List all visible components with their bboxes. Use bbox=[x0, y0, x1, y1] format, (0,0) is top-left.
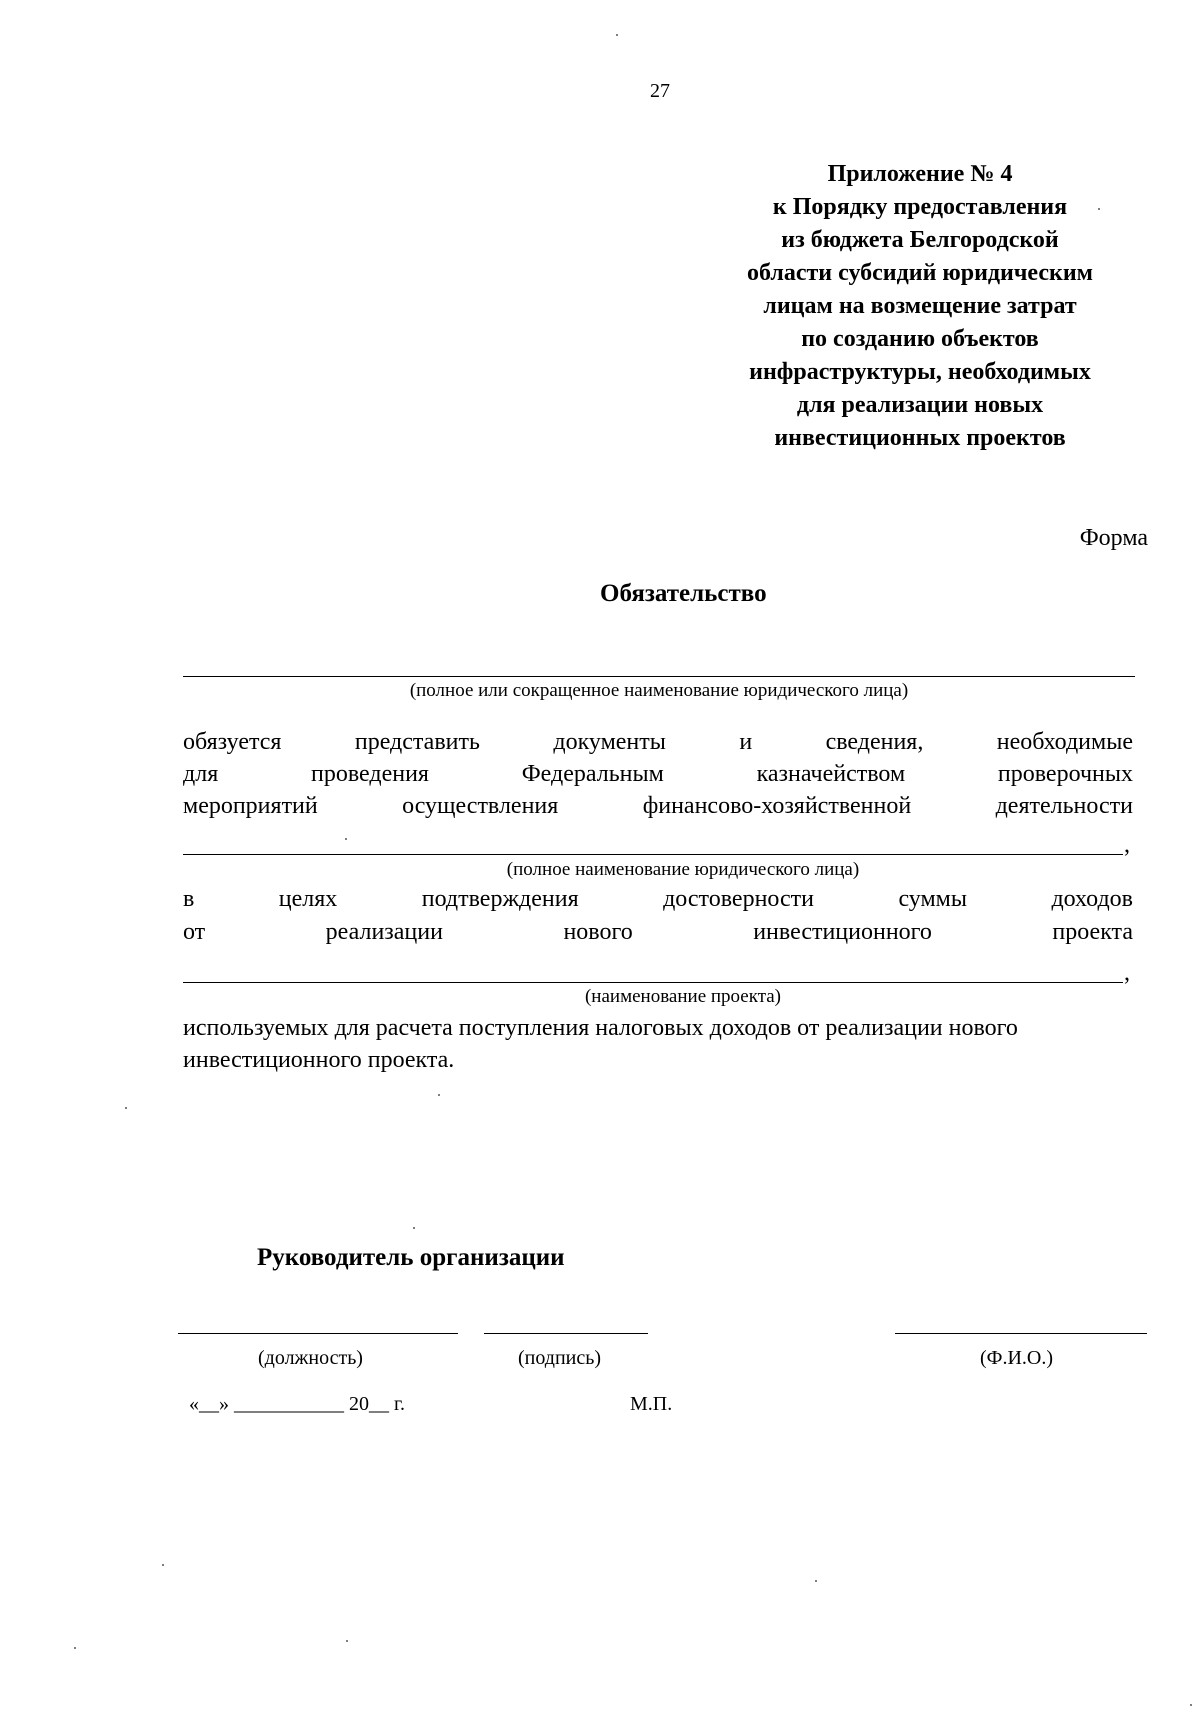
page-number: 27 bbox=[650, 80, 670, 102]
body-line-3 bbox=[183, 793, 1133, 820]
body-word: реализации bbox=[325, 919, 443, 945]
body-line-2 bbox=[183, 761, 1133, 788]
body-word: проведения bbox=[310, 761, 429, 787]
appendix-header bbox=[690, 158, 1150, 455]
full-entity-name-caption: (полное наименование юридического лица) bbox=[506, 859, 860, 880]
body-tail-paragraph: используемых для расчета поступления налоговых доходов от реализации нового инвестиционного проекта. bbox=[183, 1015, 1018, 1073]
head-of-organization-title: Руководитель организации bbox=[257, 1244, 565, 1271]
scan-speck bbox=[1098, 208, 1100, 210]
appendix-line: для реализации новых bbox=[796, 392, 1044, 418]
body-word: финансово-хозяйственной bbox=[642, 793, 912, 819]
scan-speck bbox=[345, 838, 347, 840]
entity-name-blank-line bbox=[183, 676, 1135, 677]
body-word: доходов bbox=[1051, 886, 1133, 912]
entity-name-caption: (полное или сокращенное наименование юридического лица) bbox=[409, 680, 909, 701]
document-title: Обязательство bbox=[600, 580, 767, 607]
body-word: для bbox=[183, 761, 219, 787]
scan-speck bbox=[125, 1107, 127, 1109]
body-word: проекта bbox=[1052, 919, 1133, 945]
scan-speck bbox=[1190, 1704, 1192, 1706]
position-blank-line bbox=[178, 1333, 458, 1334]
body-word: суммы bbox=[898, 886, 967, 912]
body-word: от bbox=[183, 919, 206, 945]
blank-line-comma: , bbox=[1124, 832, 1130, 858]
appendix-line: из бюджета Белгородской bbox=[781, 227, 1059, 253]
scan-speck bbox=[815, 1580, 817, 1582]
body-line-1 bbox=[183, 729, 1133, 756]
appendix-line: инвестиционных проектов bbox=[774, 425, 1066, 451]
scan-speck bbox=[162, 1564, 164, 1566]
body-word: документы bbox=[553, 729, 666, 755]
appendix-line: инфраструктуры, необходимых bbox=[749, 359, 1091, 385]
body-line-5 bbox=[183, 919, 1133, 946]
full-entity-name-blank-line bbox=[183, 854, 1123, 855]
body-word: представить bbox=[354, 729, 480, 755]
body-word: необходимые bbox=[996, 729, 1133, 755]
signature-caption: (подпись) bbox=[518, 1347, 602, 1369]
appendix-line: лицам на возмещение затрат bbox=[763, 293, 1077, 319]
body-word: обязуется bbox=[183, 729, 282, 755]
body-word: проверочных bbox=[997, 761, 1133, 787]
scan-speck bbox=[413, 1227, 415, 1229]
appendix-line: области субсидий юридическим bbox=[746, 260, 1094, 286]
body-word: осуществления bbox=[402, 793, 559, 819]
stamp-placeholder: М.П. bbox=[630, 1393, 673, 1415]
blank-line-comma: , bbox=[1124, 960, 1130, 986]
body-word: нового bbox=[563, 919, 633, 945]
scan-speck bbox=[438, 1094, 440, 1096]
body-word: Федеральным bbox=[521, 761, 664, 787]
appendix-line: Приложение № 4 bbox=[827, 161, 1013, 187]
project-name-blank-line bbox=[183, 982, 1123, 983]
position-caption: (должность) bbox=[258, 1347, 363, 1369]
body-word: казначейством bbox=[756, 761, 906, 787]
body-word: и bbox=[739, 729, 753, 755]
project-name-caption: (наименование проекта) bbox=[584, 986, 781, 1007]
body-word: инвестиционного bbox=[753, 919, 932, 945]
body-word: деятельности bbox=[995, 793, 1133, 819]
form-label: Форма bbox=[1079, 525, 1148, 551]
body-word: целях bbox=[278, 886, 338, 912]
body-word: достоверности bbox=[663, 886, 814, 912]
date-line: «__» ___________ 20__ г. bbox=[189, 1393, 405, 1415]
appendix-line: к Порядку предоставления bbox=[772, 194, 1068, 220]
body-word: подтверждения bbox=[421, 886, 579, 912]
scan-speck bbox=[74, 1647, 76, 1649]
scan-speck bbox=[346, 1640, 348, 1642]
body-word: в bbox=[183, 886, 195, 912]
signature-blank-line bbox=[484, 1333, 648, 1334]
scan-speck bbox=[616, 34, 618, 36]
body-line-4 bbox=[183, 886, 1133, 913]
body-word: мероприятий bbox=[183, 793, 318, 819]
appendix-line: по созданию объектов bbox=[801, 326, 1039, 352]
full-name-blank-line bbox=[895, 1333, 1147, 1334]
full-name-caption: (Ф.И.О.) bbox=[980, 1347, 1054, 1369]
body-word: сведения, bbox=[825, 729, 924, 755]
